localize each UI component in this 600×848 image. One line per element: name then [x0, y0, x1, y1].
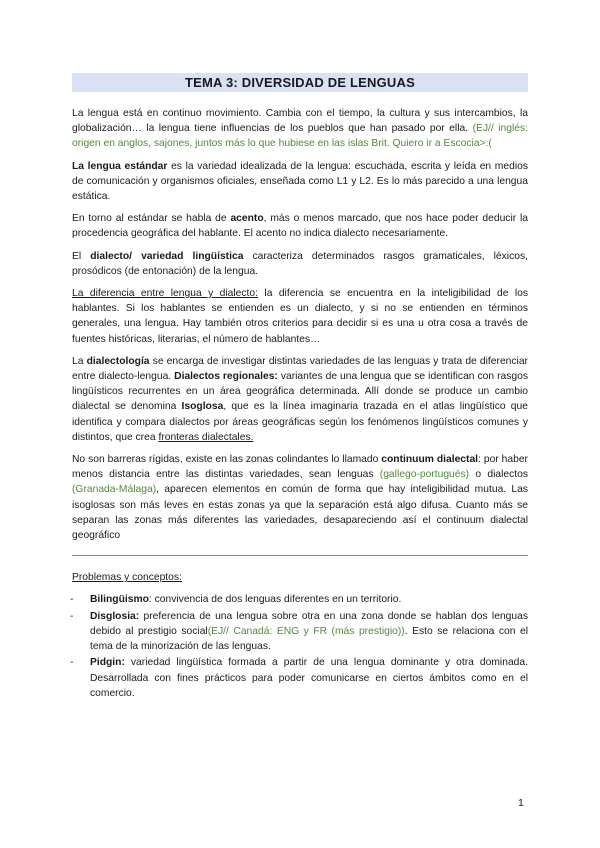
list-item-pidgin	[72, 655, 528, 701]
term-lengua-estandar: La lengua estándar	[72, 160, 168, 172]
continuum-mid2: o dialectos	[469, 469, 528, 481]
paragraph-dialect	[72, 249, 528, 279]
bullet-dash: -	[70, 594, 74, 606]
paragraph-difference	[72, 286, 528, 347]
paragraph-intro	[72, 106, 528, 152]
continuum-post: , aparecen elementos en común de forma que hay inteligibilidad mutua. Las isoglosas son más leves en estas zonas ya que la separación está algo difusa. Cuanto más se separan las zonas más diferentes las variedades, desapareciendo así el continuum dialectal geográfico	[72, 484, 528, 542]
page-title: TEMA 3: DIVERSIDAD DE LENGUAS	[72, 73, 528, 92]
paragraph-accent	[72, 211, 528, 241]
bilinguismo-text: : convivencia de dos lenguas diferentes en un territorio.	[148, 594, 402, 606]
disglosia-example: (EJ// Canadá: ENG y FR (más prestigio))	[207, 625, 405, 637]
difference-text: la diferencia se encuentra en la inteligibilidad de los hablantes. Si los hablantes se entienden es un dialecto, y si no se entienden en términos generales, una lengua. Hay también otros criterios para decidir si es una u otra cosa a través de fuentes históricas, literarias, el número de hablantes…	[72, 288, 528, 345]
continuum-pre: No son barreras rígidas, existe en las zonas colindantes lo llamado	[72, 454, 382, 466]
paragraph-standard	[72, 159, 528, 205]
continuum-example-1: (gallego-portugués)	[379, 469, 470, 481]
accent-pre: En torno al estándar se habla de	[72, 213, 231, 225]
dialectology-pre: La	[72, 355, 87, 367]
bullet-dash: -	[70, 610, 74, 622]
dialect-post: caracteriza determinados rasgos gramaticales, léxicos, prosódicos (de entonación) de la lengua.	[72, 250, 528, 277]
dialect-pre: El	[72, 250, 91, 262]
list-item-disglosia	[72, 609, 528, 655]
intro-text: La lengua está en continuo movimiento. Cambia con el tiempo, la cultura y sus intercambios, la globalización… la lengua tiene influencias de los pueblos que han pasado por ella.	[72, 108, 528, 135]
dialectology-mid3: , que es la línea imaginaria trazada en el atlas lingüístico que identifica y compara dialectos por áreas geográficas según los fenómenos lingüísticos comunes y distintos, que crea	[72, 401, 528, 443]
paragraph-continuum	[72, 452, 528, 543]
term-pidgin: Pidgin:	[90, 657, 125, 669]
term-dialectologia: dialectología	[86, 355, 150, 367]
term-continuum-dialectal: continuum dialectal	[381, 454, 479, 466]
term-dialectos-regionales: Dialectos regionales:	[174, 371, 278, 383]
term-diferencia: La diferencia entre lengua y dialecto:	[72, 288, 258, 300]
disglosia-post: . Esto se relaciona con el tema de la minorización de las lenguas.	[90, 625, 529, 653]
continuum-example-2: (Granada-Málaga)	[72, 484, 157, 496]
standard-text: es la variedad idealizada de la lengua: escuchada, escrita y leída en medios de comunicación y organismos oficiales, enseñada como L1 y L2. Es lo más parecido a una lengua estática.	[72, 160, 528, 203]
term-disglosia: Disglosia:	[90, 610, 140, 622]
accent-post: , más o menos marcado, que nos hace poder deducir la procedencia geográfica del hablante. El acento no indica dialecto necesariamente.	[72, 213, 528, 240]
paragraph-dialectology	[72, 354, 528, 445]
term-acento: acento	[230, 213, 264, 225]
intro-example: (EJ// inglés: origen en anglos, sajones, juntos más lo que hubiese en las islas Brit. Quiero ir a Escocia>:(	[72, 123, 528, 150]
dialectology-mid2: variantes de una lengua que se identifican con rasgos lingüísticos recurrentes en un área geográfica determinada. Allí donde se produce un cambio dialectal se denomina	[72, 371, 528, 413]
term-dialecto: dialecto/ variedad lingüística	[90, 250, 244, 262]
dialectology-mid1: se encarga de investigar distintas variedades de las lenguas y trata de diferenciar entre dialecto-lengua.	[72, 355, 528, 383]
disglosia-text: preferencia de una lengua sobre otra en una zona donde se hablan dos lenguas debido al prestigio social	[90, 610, 528, 637]
section-heading: Problemas y conceptos:	[72, 572, 182, 584]
bullet-dash: -	[70, 657, 74, 669]
term-fronteras-dialectales: fronteras dialectales.	[158, 431, 254, 443]
term-bilinguismo: Bilingüismo	[90, 594, 149, 606]
list-item-bilinguismo	[72, 592, 528, 607]
pidgin-text: variedad lingüística formada a partir de una lengua dominante y otra dominada. Desarrollada con fines prácticos para poder comunicarse en ciertos ámbitos como en el comercio.	[90, 657, 528, 699]
document-body	[72, 106, 528, 702]
concepts-list	[72, 592, 528, 700]
term-isoglosa: Isoglosa	[181, 401, 224, 413]
page-number: 1	[518, 797, 524, 809]
continuum-mid1: : por haber menos distancia entre las distintas variedades, sean lenguas	[72, 454, 528, 481]
horizontal-divider	[72, 555, 528, 556]
